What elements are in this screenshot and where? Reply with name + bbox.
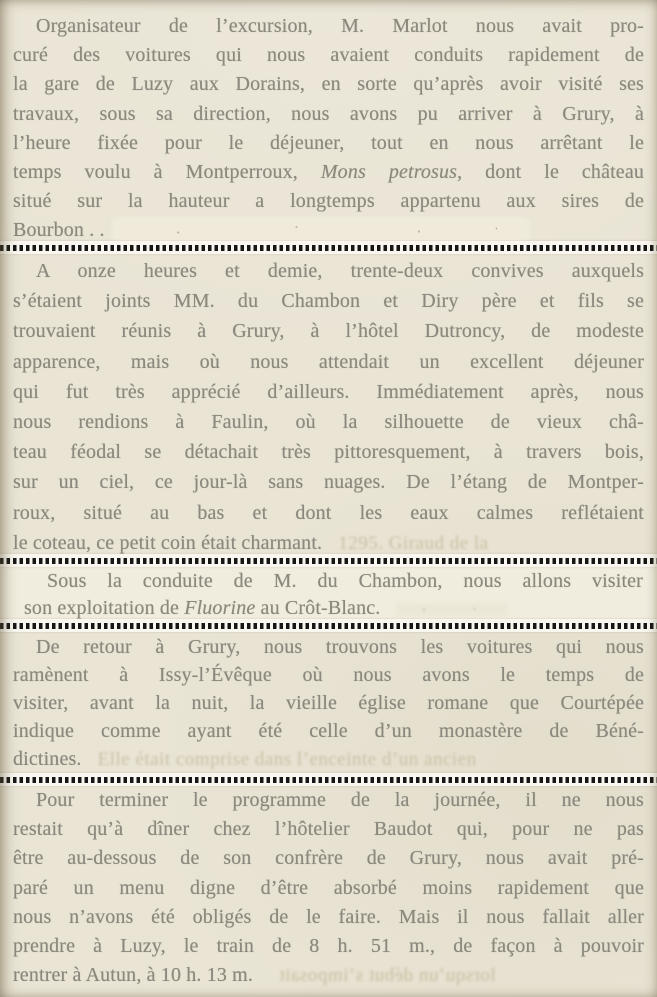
text-line <box>13 932 644 961</box>
text-line <box>13 633 644 661</box>
text-line <box>13 377 644 407</box>
text-line <box>13 347 644 377</box>
paragraph <box>13 786 644 990</box>
text-line <box>13 498 644 528</box>
paragraph <box>13 256 644 558</box>
text-segment: l’heure fixée pour le déjeuner, tout en nous arrêtant le <box>13 131 644 154</box>
text-line <box>13 467 644 497</box>
text-segment: s’étaient joints MM. du Chambon et Diry père et fils se <box>13 290 644 313</box>
text-segment: Pour terminer le programme de la journée, il ne nous <box>36 789 644 811</box>
text-segment: son exploitation de <box>24 596 185 619</box>
text-line <box>13 786 644 815</box>
dotted-separator-bar <box>0 773 657 786</box>
text-line <box>13 12 644 41</box>
separator-dots <box>0 623 657 629</box>
erased-text-area <box>117 222 525 239</box>
ghost-bleedthrough-text-mirrored: lorsqu’un début s’imposait <box>279 965 496 987</box>
text-line <box>13 316 644 346</box>
ghost-bleedthrough-text: 1295. Giraud de la <box>338 532 489 554</box>
text-line <box>13 437 644 467</box>
text-line <box>13 187 644 216</box>
text-line <box>13 158 644 187</box>
text-line <box>13 256 644 286</box>
text-segment: A onze heures et demie, trente-deux convives auxquels <box>36 260 644 282</box>
ghost-bleedthrough-text: Elle était comprise dans l’enceinte d’un ancien <box>97 749 477 770</box>
text-segment: curé des voitures qui nous avaient conduits rapidement de <box>13 44 644 67</box>
text-segment: dictines. <box>13 748 82 770</box>
text-line <box>13 874 644 903</box>
text-segment: nous rendions à Faulin, où la silhouette de vieux châ- <box>13 410 644 433</box>
text-segment: Sous la conduite de M. du Chambon, nous allons visiter <box>47 570 643 592</box>
text-line <box>13 129 644 158</box>
text-segment: restait qu’à dîner chez l’hôtelier Baudot qui, pour ne pas <box>13 818 644 841</box>
text-segment: ramènent à Issy-l’Évêque où nous avons le temps de <box>13 664 644 686</box>
italic-text: Fluorine <box>184 596 256 619</box>
text-line <box>13 815 644 844</box>
text-segment: indique comme ayant été celle d’un monastère de Béné- <box>13 720 644 742</box>
text-segment: apparence, mais où nous attendait un excellent déjeuner <box>13 350 644 373</box>
text-line <box>13 717 644 745</box>
text-line <box>13 407 644 437</box>
text-segment: trouvaient réunis à Grury, à l’hôtel Dutroncy, de modeste <box>13 320 644 343</box>
text-line <box>13 844 644 873</box>
text-segment: être au-dessous de son confrère de Grury, nous avait pré- <box>13 847 644 870</box>
text-segment: au Crôt-Blanc. <box>255 596 381 619</box>
text-line <box>13 100 644 129</box>
paragraph <box>13 633 644 773</box>
text-segment: la gare de Luzy aux Dorains, en sorte qu’après avoir visité ses <box>13 73 644 96</box>
text-line <box>13 286 644 316</box>
text-line <box>24 568 643 595</box>
text-segment: prendre à Luzy, le train de 8 h. 51 m., de façon à pouvoir <box>13 934 644 957</box>
text-line <box>13 41 644 70</box>
separator-dots <box>0 558 657 564</box>
text-segment: travaux, sous sa direction, nous avons pu arriver à Grury, à <box>13 102 644 125</box>
text-segment: le coteau, ce petit coin était charmant. <box>13 531 323 554</box>
highlighted-paragraph <box>0 566 657 620</box>
text-line <box>13 745 644 773</box>
separator-dots <box>0 777 657 783</box>
text-segment: De retour à Grury, nous trouvons les voitures qui nous <box>36 636 644 658</box>
text-segment: Bourbon . . <box>13 219 105 242</box>
text-segment: Organisateur de l’excursion, M. Marlot nous avait pro- <box>36 15 644 37</box>
separator-dots <box>0 245 657 251</box>
text-segment: situé sur la hauteur a longtemps appartenu aux sires de <box>13 190 644 213</box>
dotted-separator-bar <box>0 554 657 567</box>
text-segment: paré un menu digne d’être absorbé moins rapidement que <box>13 876 644 899</box>
text-segment: teau féodal se détachait très pittoresquement, à travers bois, <box>13 441 644 464</box>
text-line <box>13 70 644 99</box>
text-segment: sur un ciel, ce jour-là sans nuages. De l’étang de Montper- <box>13 471 644 494</box>
text-line <box>13 961 644 990</box>
text-line <box>13 661 644 689</box>
text-line <box>13 903 644 932</box>
text-line <box>13 689 644 717</box>
paragraph <box>13 12 644 246</box>
dotted-separator-bar <box>0 241 657 254</box>
dotted-separator-bar <box>0 619 657 632</box>
text-line <box>24 595 643 622</box>
text-segment: visiter, avant la nuit, la vieille église romane que Courtépée <box>13 692 644 714</box>
faint-smudge <box>396 603 508 616</box>
text-segment: nous n’avons été obligés de le faire. Mais il nous fallait aller <box>13 905 644 928</box>
italic-text: Mons petrosus <box>320 160 458 183</box>
text-segment: temps voulu à Montperroux, <box>13 160 321 183</box>
text-segment: , dont le château <box>457 160 644 183</box>
text-segment: rentrer à Autun, à 10 h. 13 m. <box>13 964 253 987</box>
text-segment: qui fut très apprécié d’ailleurs. Immédiatement après, nous <box>13 380 644 403</box>
text-segment: roux, situé au bas et dont les eaux calmes reflétaient <box>13 501 644 524</box>
